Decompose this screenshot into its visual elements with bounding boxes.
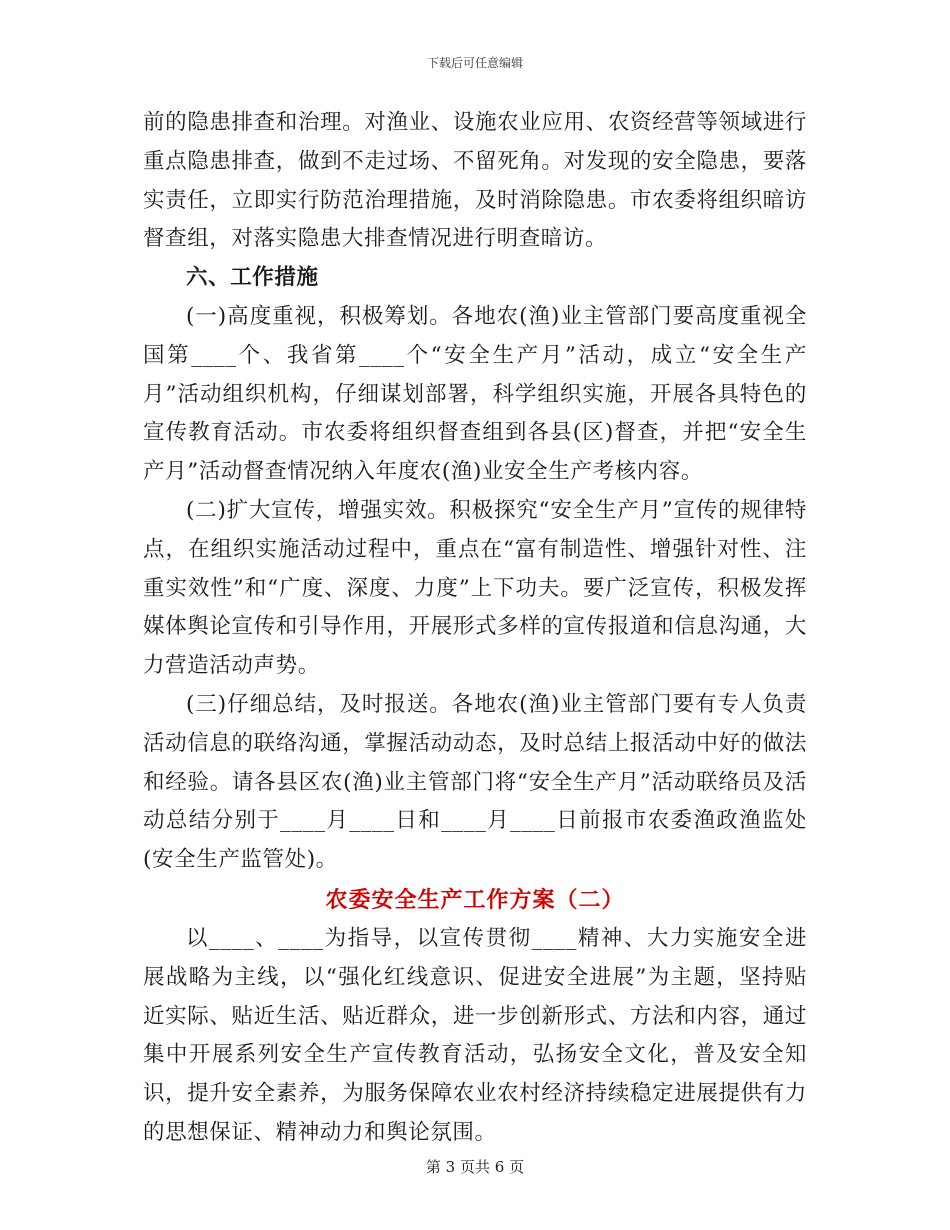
measure-paragraph-2: (二)扩大宣传，增强实效。积极探究“安全生产月”宣传的规律特点，在组织实施活动过程中，重点在“富有制造性、增强针对性、注重实效性”和“广度、深度、力度”上下功夫。要广泛宣传，积极发挥媒体舆论宣传和引导作用，开展形式多样的宣传报道和信息沟通，大力营造活动声势。 — [143, 497, 807, 679]
document-title: 农委安全生产工作方案（二） — [325, 886, 625, 913]
intro-paragraph: 前的隐患排查和治理。对渔业、设施农业应用、农资经营等领域进行重点隐患排查，做到不走过场、不留死角。对发现的安全隐患，要落实责任，立即实行防范治理措施，及时消除隐患。市农委将组织暗访督查组，对落实隐患大排查情况进行明查暗访。 — [143, 110, 807, 252]
page-footer: 第 3 页共 6 页 — [425, 1158, 525, 1176]
page-header: 下载后可任意编辑 — [426, 56, 523, 70]
measure-paragraph-3: (三)仔细总结，及时报送。各地农(渔)业主管部门要有专人负责活动信息的联络沟通，掌握活动动态，及时总结上报活动中好的做法和经验。请各县区农(渔)业主管部门将“安全生产月”活动联络员及活动总结分别于____月____日和____月____日前报市农委渔政渔监处(安全生产监管处)。 — [143, 691, 807, 873]
document-body — [143, 104, 807, 1153]
section-heading-work-measures: 六、工作措施 — [186, 265, 319, 291]
measure-paragraph-1: (一)高度重视，积极筹划。各地农(渔)业主管部门要高度重视全国第____个、我省第____个“安全生产月”活动，成立“安全生产月”活动组织机构，仔细谋划部署，科学组织实施，开展各具特色的宣传教育活动。市农委将组织督查组到各县(区)督查，并把“安全生产月”活动督查情况纳入年度农(渔)业安全生产考核内容。 — [143, 303, 807, 485]
plan-paragraph: 以____、____为指导，以宣传贯彻____精神、大力实施安全进展战略为主线，以“强化红线意识、促进安全进展”为主题，坚持贴近实际、贴近生活、贴近群众，进一步创新形式、方法和内容，通过集中开展系列安全生产宣传教育活动，弘扬安全文化，普及安全知识，提升安全素养，为服务保障农业农村经济持续稳定进展提供有力的思想保证、精神动力和舆论氛围。 — [143, 925, 807, 1145]
